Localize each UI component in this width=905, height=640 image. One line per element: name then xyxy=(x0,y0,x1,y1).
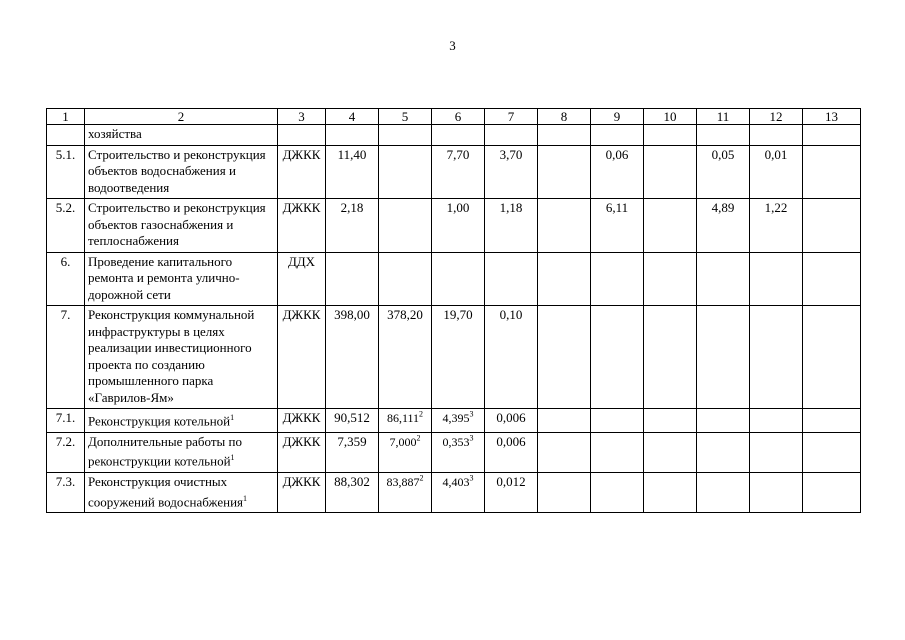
value-cell xyxy=(538,409,591,433)
measure-name xyxy=(85,432,278,472)
value-cell: 4,89 xyxy=(697,199,750,253)
value-cell xyxy=(644,409,697,433)
executor: ДЖКК xyxy=(278,409,326,433)
value-cell xyxy=(432,125,485,146)
value-cell: 3,70 xyxy=(485,145,538,199)
value-cell xyxy=(750,409,803,433)
value-cell: 11,40 xyxy=(326,145,379,199)
measure-name: Строительство и реконструкция объектов водоснабжения и водоотведения xyxy=(85,145,278,199)
row-number: 7. xyxy=(47,306,85,409)
value-cell xyxy=(644,199,697,253)
value-cell xyxy=(750,125,803,146)
table-row xyxy=(47,252,861,306)
value-cell xyxy=(803,252,861,306)
footnote-ref: 3 xyxy=(469,433,474,443)
value-text: 4,403 xyxy=(442,475,470,490)
executor xyxy=(278,125,326,146)
value-cell xyxy=(432,252,485,306)
column-header: 12 xyxy=(750,109,803,125)
value-cell xyxy=(803,199,861,253)
value-cell xyxy=(326,125,379,146)
value-cell xyxy=(697,473,750,513)
value-cell: 0,05 xyxy=(697,145,750,199)
executor: ДДХ xyxy=(278,252,326,306)
row-number: 6. xyxy=(47,252,85,306)
value-cell: 0,06 xyxy=(591,145,644,199)
measure-name xyxy=(85,409,278,433)
value-cell xyxy=(591,125,644,146)
row-number: 7.1. xyxy=(47,409,85,433)
value-cell xyxy=(644,432,697,472)
value-cell xyxy=(803,432,861,472)
value-cell: 6,11 xyxy=(591,199,644,253)
measure-name: Реконструкция коммунальной инфраструктуры в целях реализации инвестиционного проекта по созданию промышленного парка «Гаврилов-Ям» xyxy=(85,306,278,409)
value-cell xyxy=(538,473,591,513)
value-cell: 19,70 xyxy=(432,306,485,409)
value-cell xyxy=(538,306,591,409)
value-cell: 90,512 xyxy=(326,409,379,433)
value-cell xyxy=(644,306,697,409)
value-cell: 1,18 xyxy=(485,199,538,253)
row-number: 5.2. xyxy=(47,199,85,253)
row-number: 7.2. xyxy=(47,432,85,472)
value-cell: 1,00 xyxy=(432,199,485,253)
value-cell: 378,20 xyxy=(379,306,432,409)
value-text: 0,353 xyxy=(442,434,470,449)
column-header: 8 xyxy=(538,109,591,125)
measure-name: хозяйства xyxy=(85,125,278,146)
value-cell xyxy=(485,125,538,146)
value-text: 7,000 xyxy=(389,434,417,449)
footnote-ref: 2 xyxy=(419,409,424,419)
measure-name: Проведение капитального ремонта и ремонта улично-дорожной сети xyxy=(85,252,278,306)
value-cell xyxy=(538,125,591,146)
column-header: 3 xyxy=(278,109,326,125)
value-cell: 7,70 xyxy=(432,145,485,199)
value-cell xyxy=(750,252,803,306)
program-table xyxy=(46,108,861,513)
header-row xyxy=(47,109,861,125)
executor: ДЖКК xyxy=(278,145,326,199)
footnote-ref: 1 xyxy=(243,493,248,503)
column-header: 9 xyxy=(591,109,644,125)
value-cell xyxy=(803,473,861,513)
value-cell: 0,01 xyxy=(750,145,803,199)
value-cell xyxy=(379,432,432,472)
footnote-ref: 1 xyxy=(230,413,235,422)
value-cell xyxy=(803,409,861,433)
executor: ДЖКК xyxy=(278,306,326,409)
value-cell xyxy=(591,306,644,409)
value-cell xyxy=(644,125,697,146)
value-cell xyxy=(697,409,750,433)
value-cell: 0,006 xyxy=(485,409,538,433)
table-row xyxy=(47,473,861,513)
column-header: 6 xyxy=(432,109,485,125)
value-cell: 2,18 xyxy=(326,199,379,253)
value-cell xyxy=(432,432,485,472)
value-cell: 88,302 xyxy=(326,473,379,513)
column-header: 13 xyxy=(803,109,861,125)
value-cell xyxy=(591,473,644,513)
value-cell xyxy=(538,145,591,199)
value-cell xyxy=(644,145,697,199)
row-number: 5.1. xyxy=(47,145,85,199)
value-cell xyxy=(432,473,485,513)
value-cell xyxy=(803,125,861,146)
column-header: 1 xyxy=(47,109,85,125)
table-row xyxy=(47,432,861,472)
value-cell: 398,00 xyxy=(326,306,379,409)
column-header: 7 xyxy=(485,109,538,125)
measure-name-text: Реконструкция очистных сооружений водоснабжения xyxy=(88,474,244,509)
value-cell xyxy=(591,409,644,433)
value-cell: 0,006 xyxy=(485,432,538,472)
value-cell xyxy=(538,432,591,472)
measure-name-text: Реконструкция котельной xyxy=(88,413,231,429)
footnote-ref: 2 xyxy=(419,473,424,483)
row-number xyxy=(47,125,85,146)
value-cell xyxy=(326,252,379,306)
column-header: 10 xyxy=(644,109,697,125)
value-cell xyxy=(538,199,591,253)
column-header: 4 xyxy=(326,109,379,125)
measure-name-text: Дополнительные работы по реконструкции котельной xyxy=(88,433,242,469)
measure-name xyxy=(85,473,278,513)
value-cell xyxy=(644,473,697,513)
value-cell xyxy=(750,306,803,409)
footnote-ref: 3 xyxy=(469,473,474,483)
value-cell xyxy=(697,252,750,306)
column-header: 2 xyxy=(85,109,278,125)
value-text: 4,395 xyxy=(442,411,470,425)
executor: ДЖКК xyxy=(278,432,326,472)
value-cell xyxy=(697,432,750,472)
value-cell xyxy=(485,252,538,306)
measure-name: Строительство и реконструкция объектов газоснабжения и теплоснабжения xyxy=(85,199,278,253)
value-cell xyxy=(697,125,750,146)
table-row xyxy=(47,125,861,146)
column-header: 5 xyxy=(379,109,432,125)
value-cell xyxy=(432,409,485,433)
value-cell xyxy=(803,145,861,199)
value-text: 86,111 xyxy=(386,411,420,425)
table-row xyxy=(47,199,861,253)
footnote-ref: 1 xyxy=(230,453,235,463)
value-cell xyxy=(379,199,432,253)
value-cell xyxy=(644,252,697,306)
value-cell: 0,10 xyxy=(485,306,538,409)
value-cell xyxy=(750,432,803,472)
row-number: 7.3. xyxy=(47,473,85,513)
table-row xyxy=(47,306,861,409)
value-cell xyxy=(379,473,432,513)
value-cell xyxy=(750,473,803,513)
page-number: 3 xyxy=(449,38,456,53)
table-row xyxy=(47,145,861,199)
value-cell xyxy=(538,252,591,306)
table-row xyxy=(47,409,861,433)
value-cell: 7,359 xyxy=(326,432,379,472)
value-cell xyxy=(591,252,644,306)
column-header: 11 xyxy=(697,109,750,125)
value-cell xyxy=(379,409,432,433)
footnote-ref: 3 xyxy=(469,409,474,419)
value-cell xyxy=(379,125,432,146)
executor: ДЖКК xyxy=(278,199,326,253)
value-cell xyxy=(697,306,750,409)
value-text: 83,887 xyxy=(386,475,420,490)
value-cell xyxy=(379,145,432,199)
value-cell xyxy=(803,306,861,409)
executor: ДЖКК xyxy=(278,473,326,513)
value-cell xyxy=(379,252,432,306)
value-cell: 1,22 xyxy=(750,199,803,253)
value-cell: 0,012 xyxy=(485,473,538,513)
value-cell xyxy=(591,432,644,472)
footnote-ref: 2 xyxy=(416,433,421,443)
